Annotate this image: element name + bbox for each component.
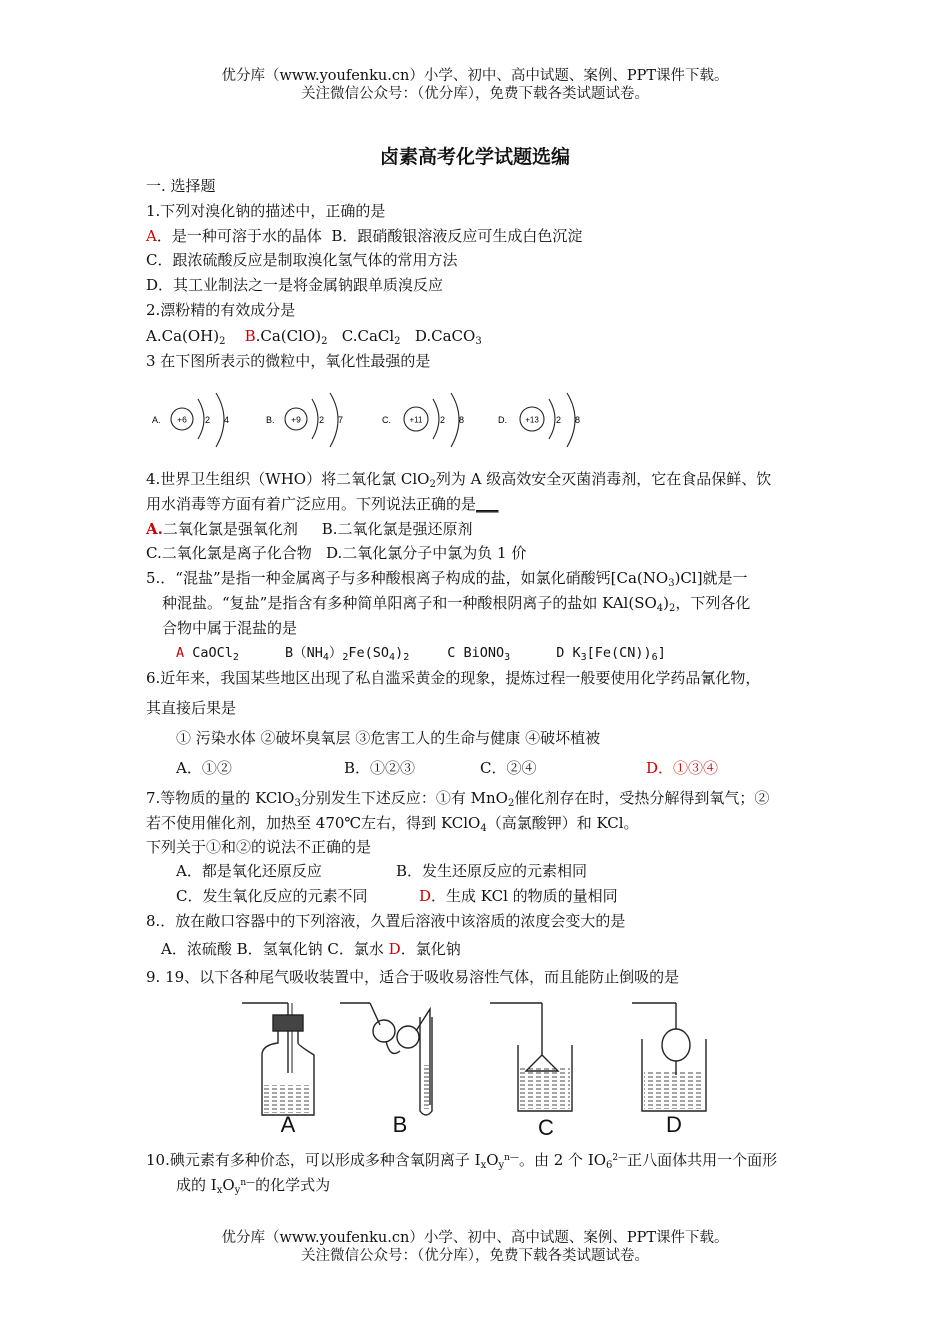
svg-text:C: C [538,1115,554,1140]
page-title: 卤素高考化学试题选编 [379,146,570,168]
q4-line-2: 用水消毒等方面有着广泛应用。下列说法正确的是___ [146,495,499,513]
svg-text:7: 7 [338,415,344,425]
q4-line-1: 4.世界卫生组织（WHO）将二氧化氯 ClO$_2$列为 A 级高效安全灭菌消毒剂，它在食品保鲜、饮 [146,470,772,490]
q9-stem: 9. 19、以下各种尾气吸收装置中，适合于吸收易溶性气体，而且能防止倒吸的是 [146,968,680,986]
q2-option-c: C.CaCl$_2$ [341,327,401,347]
q8-stem: 8.．放在敞口容器中的下列溶液，久置后溶液中该溶质的浓度会变大的是 [146,912,626,930]
q8-options: A．浓硫酸 B．氢氧化钠 C．氯水 D．氯化钠 [161,940,461,958]
atom-a [152,393,229,447]
q5-line-1: 5.．“混盐”是指一种金属离子与多种酸根离子构成的盐，如氯化硝酸钙$[Ca(NO_3)Cl]$就是一 [146,569,748,589]
q6-option-a: A．①② [176,759,232,777]
svg-text:8: 8 [575,415,581,425]
q4-options-ab: A.二氧化氯是强氧化剂 B.二氧化氯是强还原剂 [146,520,473,538]
atom-d [498,393,580,447]
q2-option-a: $A.Ca(OH)_2$ [146,327,226,347]
svg-text:+11: +11 [409,415,423,425]
atom-structure-diagrams [146,385,646,455]
q1-option-a: ．是一种可溶于水的晶体 [156,227,322,245]
apparatus-c [490,1003,572,1140]
gas-absorption-apparatus [240,995,720,1140]
svg-text:2: 2 [556,415,562,425]
q2-options [146,327,482,346]
q7-line-3: 下列关于①和②的说法不正确的是 [146,838,372,856]
q7-option-b: B．发生还原反应的元素相同 [396,862,588,880]
q5-option-c: C BiONO$_3$ [447,645,511,663]
svg-text:D.: D. [498,415,507,425]
q4-options-cd: C.二氧化氯是离子化合物 D.二氧化氯分子中氯为负 1 价 [146,544,527,562]
svg-text:2: 2 [205,415,211,425]
q6-line-2: 其直接后果是 [146,699,237,717]
apparatus-a [242,1003,314,1137]
svg-text:A.: A. [152,415,161,425]
q1-stem: 1.下列对溴化钠的描述中，正确的是 [146,202,386,220]
apparatus-d [632,1003,706,1137]
q10-line-1: 10.碘元素有多种价态，可以形成多种含氧阴离子 $I_xO_y^{n—}$。由 2 个 $IO_6^{2—}$正八面体共用一个面形 [146,1151,778,1171]
q5-option-d: D $K_3[Fe(CN))_6$] [556,645,666,663]
atom-c [382,393,464,447]
q7-line-2: 若不使用催化剂，加热至 470℃左右，得到 KClO$_4$（高氯酸钾）和 KCl。 [146,814,639,834]
svg-text:+9: +9 [291,414,301,425]
q7-option-d: D．生成 KCl 的物质的量相同 [419,887,618,905]
footer-line-1: 优分库（www.youfenku.cn）小学、初中、高中试题、案例、PPT课件下载。 [221,1230,729,1246]
svg-text:A: A [280,1112,296,1137]
svg-text:+6: +6 [177,414,187,425]
q5-option-a: A CaOCl$_2$ [176,645,239,663]
q7-line-1: 7.等物质的量的 KClO$_3$分别发生下述反应：①有 MnO$_2$催化剂存在时，受热分解得到氧气；② [146,789,770,809]
q1-options-ab [146,227,582,246]
svg-text:D: D [666,1112,682,1137]
q10-line-2: 成的 $I_xO_y^{n—}$的化学式为 [176,1176,331,1196]
svg-text:B: B [392,1112,408,1137]
q5-option-b: $B(NH_4)_2Fe(SO_4)_2$ [284,645,410,663]
svg-text:B.: B. [266,415,275,425]
q3-stem: 3 在下图所表示的微粒中，氧化性最强的是 [146,352,431,370]
svg-text:8: 8 [459,415,465,425]
q6-items: ① 污染水体 ②破坏臭氧层 ③危害工人的生命与健康 ④破坏植被 [176,729,601,747]
header-line-1: 优分库（www.youfenku.cn）小学、初中、高中试题、案例、PPT课件下载。 [221,68,729,84]
q1-option-d: D．其工业制法之一是将金属钠跟单质溴反应 [146,276,444,294]
section-heading: 一. 选择题 [146,177,216,195]
q7-option-c: C．发生氧化反应的元素不同 [176,887,368,905]
svg-text:C.: C. [382,415,391,425]
q1-option-c: C．跟浓硫酸反应是制取溴化氢气体的常用方法 [146,251,458,269]
q1-option-b: B．跟硝酸银溶液反应可生成白色沉淀 [331,227,583,245]
svg-text:+13: +13 [525,415,539,425]
q6-option-b: B．①②③ [344,759,416,777]
q5-line-3: 合物中属于混盐的是 [162,619,298,637]
svg-text:4: 4 [224,415,230,425]
q6-option-d: D．①③④ [646,759,719,777]
svg-text:2: 2 [319,415,325,425]
apparatus-b [340,1003,432,1137]
q5-line-2: 种混盐。“复盐”是指含有多种简单阳离子和一种酸根阴离子的盐如 $KAl(SO_4)_2$，下列各化 [162,594,751,614]
q2-stem: 2.漂粉精的有效成分是 [146,301,296,319]
atom-b [266,393,343,447]
q6-option-c: C．②④ [480,759,537,777]
q2-option-d: D.CaCO$_3$ [414,327,482,347]
q1-answer-a: A [146,227,157,245]
svg-text:2: 2 [440,415,446,425]
q2-option-b: $B.Ca(ClO)_2$ [244,327,328,347]
q5-options [176,644,666,663]
q7-option-a: A．都是氧化还原反应 [176,862,322,880]
footer-line-2: 关注微信公众号：（优分库），免费下载各类试题试卷。 [301,1248,649,1264]
header-line-2: 关注微信公众号：（优分库），免费下载各类试题试卷。 [301,86,649,102]
q6-line-1: 6.近年来，我国某些地区出现了私自滥采黄金的现象，提炼过程一般要使用化学药品氰化物， [146,669,761,687]
